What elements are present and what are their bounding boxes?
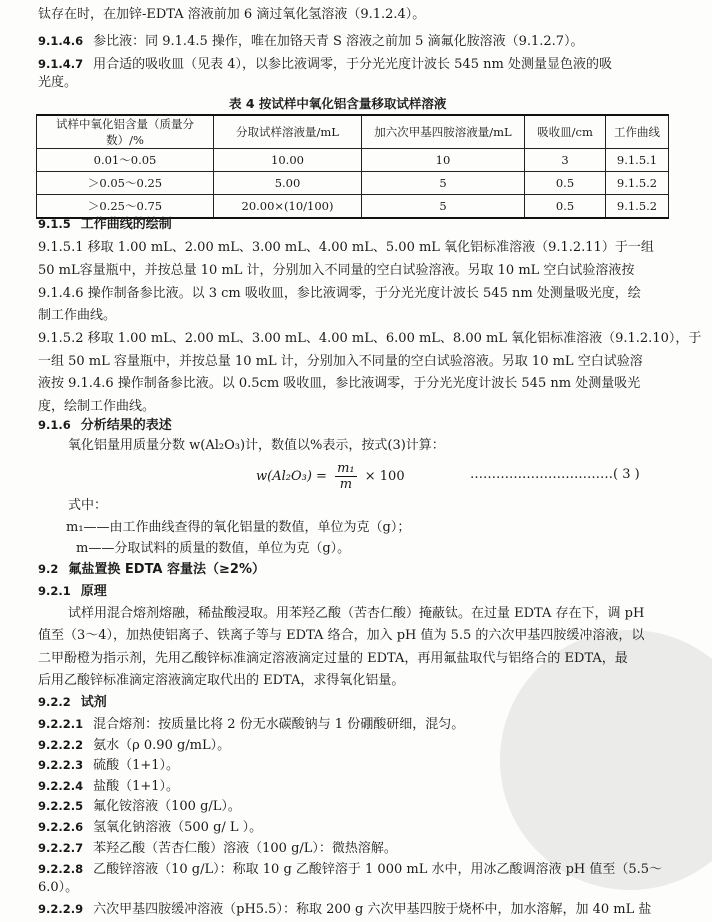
heading-number: 9.2.2 <box>38 695 71 709</box>
table-cell: 0.5 <box>525 195 606 219</box>
reagent-item <box>38 818 262 837</box>
table-cell: 20.00×(10/100) <box>214 195 362 219</box>
reagent-item <box>38 797 241 816</box>
library-watermark-stamp <box>500 630 712 890</box>
clause-number: 9.1.4.6 <box>38 34 84 48</box>
table-row <box>37 172 669 195</box>
heading-number: 9.1.5 <box>38 217 71 231</box>
reagent-text: 氟化铵溶液（100 g/L）。 <box>93 799 241 814</box>
heading-title: 分析结果的表述 <box>80 418 172 433</box>
paragraph-line: 后用乙酸锌标准滴定溶液滴定取代出的 EDTA，求得氧化铝量。 <box>38 673 405 688</box>
reagent-number: 9.2.2.9 <box>38 902 84 916</box>
table-cell: 10.00 <box>214 149 362 172</box>
table-header-row <box>37 115 669 149</box>
table-cell: 9.1.5.1 <box>606 149 669 172</box>
reagent-number: 9.2.2.7 <box>38 841 84 855</box>
heading-916 <box>38 416 172 435</box>
table-cell: 5.00 <box>214 172 362 195</box>
formula-lhs: w(Al₂O₃) = <box>256 469 327 484</box>
table-cell: 3 <box>525 149 606 172</box>
reagent-text: 氢氧化钠溶液（500 g/ L ）。 <box>93 820 263 835</box>
reagent-item <box>38 715 464 734</box>
heading-title: 原理 <box>80 584 107 599</box>
paragraph-line: 液按 9.1.4.6 操作制备参比液。以 0.5cm 吸收皿，参比液调零，于分光光度计波长 545 nm 处测量吸光 <box>38 376 641 391</box>
table-cell: 0.5 <box>525 172 606 195</box>
text-line: 6.0）。 <box>38 880 79 895</box>
table-cell: 5 <box>362 172 525 195</box>
table-cell: 9.1.5.2 <box>606 195 669 219</box>
formula-3 <box>256 461 405 492</box>
reagent-number: 9.2.2.4 <box>38 779 84 793</box>
heading-921 <box>38 582 107 601</box>
table-header-cell: 分取试样溶液量/mL <box>214 115 362 149</box>
reagent-text: 硫酸（1+1）。 <box>93 758 180 773</box>
table-header-cell: 吸收皿/cm <box>525 115 606 149</box>
reagent-number: 9.2.2.1 <box>38 717 84 731</box>
reagent-number: 9.2.2.8 <box>38 862 84 876</box>
table-header-cell: 工作曲线 <box>606 115 669 149</box>
reagent-item <box>38 736 230 755</box>
heading-title: 氟盐置换 EDTA 容量法（≥2%） <box>68 562 265 577</box>
paragraph-line: 度，绘制工作曲线。 <box>38 399 156 414</box>
definition-line: m——分取试料的质量的数值，单位为克（g）。 <box>76 541 351 556</box>
paragraph-line: 50 mL容量瓶中，并按总量 10 mL 计，分别加入不同量的空白试验溶液。另取 10 mL 空白试验溶液按 <box>38 263 635 278</box>
text-line: 钛存在时，在加锌-EDTA 溶液前加 6 滴过氧化氢溶液（9.1.2.4）。 <box>38 7 426 22</box>
reagent-number: 9.2.2.2 <box>38 738 84 752</box>
heading-title: 工作曲线的绘制 <box>80 217 172 232</box>
where-label: 式中： <box>68 498 108 513</box>
clause-text: 用合适的吸收皿（见表 4），以参比液调零，于分光光度计波长 545 nm 处测量显色液的吸 <box>93 57 612 72</box>
reagent-number: 9.2.2.6 <box>38 820 84 834</box>
reagent-text: 乙酸锌溶液（10 g/L）：称取 10 g 乙酸锌溶于 1 000 mL 水中，用冰乙酸调溶液 pH 值至（5.5～ <box>93 862 663 877</box>
reagent-text: 盐酸（1+1）。 <box>93 779 180 794</box>
table-4 <box>36 114 669 219</box>
paragraph-line: 试样用混合熔剂熔融，稀盐酸浸取。用苯羟乙酸（苦杏仁酸）掩蔽钛。在过量 EDTA 存在下，调 pH <box>68 606 645 621</box>
reagent-text: 混合熔剂：按质量比将 2 份无水碳酸钠与 1 份硼酸研细，混匀。 <box>93 717 465 732</box>
paragraph-line: 制工作曲线。 <box>38 308 117 323</box>
table-header-cell: 加六次甲基四胺溶液量/mL <box>362 115 525 149</box>
reagent-number: 9.2.2.5 <box>38 799 84 813</box>
heading-number: 9.2.1 <box>38 584 71 598</box>
heading-title: 试剂 <box>80 695 107 710</box>
heading-92 <box>38 560 265 579</box>
paragraph-line: 9.1.5.1 移取 1.00 mL、2.00 mL、3.00 mL、4.00 mL、5.00 mL 氧化铝标准溶液（9.1.2.11）于一组 <box>38 240 654 255</box>
table-cell: 0.01～0.05 <box>37 149 214 172</box>
paragraph-line: 值至（3～4），加热使铝离子、铁离子等与 EDTA 络合，加入 pH 值为 5.5 的六次甲基四胺缓冲溶液，以 <box>38 628 645 643</box>
formula-leader <box>470 466 640 484</box>
table-cell: 5 <box>362 195 525 219</box>
heading-number: 9.2 <box>38 562 59 576</box>
reagent-item <box>38 777 179 796</box>
clause-9146 <box>38 32 584 51</box>
table-row <box>37 149 669 172</box>
text-line: 光度。 <box>38 75 78 90</box>
reagent-item <box>38 860 662 879</box>
paragraph-line: 一组 50 mL 容量瓶中，并按总量 10 mL 计，分别加入不同量的空白试验溶液。另取 10 mL 空白试验溶 <box>38 354 643 369</box>
paragraph-line: 9.1.5.2 移取 1.00 mL、2.00 mL、3.00 mL、4.00 mL、6.00 mL、8.00 mL 氧化铝标准溶液（9.1.2.10），于 <box>38 331 702 346</box>
paragraph-line: 二甲酚橙为指示剂，先用乙酸锌标准滴定溶液滴定过量的 EDTA，再用氟盐取代与铝络合的 EDTA，最 <box>38 651 628 666</box>
table-header-cell: 试样中氧化铝含量（质量分数）/% <box>37 115 214 149</box>
heading-922 <box>38 693 107 712</box>
heading-915 <box>38 215 172 234</box>
clause-9147 <box>38 55 612 74</box>
definition-line: m₁——由工作曲线查得的氧化铝量的数值，单位为克（g）； <box>66 520 411 535</box>
table-cell: ＞0.25～0.75 <box>37 195 214 219</box>
formula-numerator: m₁ <box>337 461 355 476</box>
formula-denominator: m <box>339 477 353 492</box>
reagent-text: 氨水（ρ 0.90 g/mL）。 <box>93 738 231 753</box>
reagent-text: 苯羟乙酸（苦杏仁酸）溶液（100 g/L）：微热溶解。 <box>93 841 397 856</box>
heading-number: 9.1.6 <box>38 418 71 432</box>
reagent-text: 六次甲基四胺缓冲溶液（pH5.5）：称取 200 g 六次甲基四胺于烧杯中，加水溶解，加 40 mL 盐 <box>93 902 652 917</box>
reagent-item <box>38 756 179 775</box>
formula-dots: …………………………… <box>470 467 613 482</box>
table-caption: 表 4 按试样中氧化铝含量移取试样溶液 <box>229 96 447 111</box>
reagent-number: 9.2.2.3 <box>38 758 84 772</box>
clause-text: 参比液：同 9.1.4.5 操作，唯在加铬天青 S 溶液之前加 5 滴氟化胺溶液（9.1.2.7）。 <box>93 34 584 49</box>
paragraph-line: 氧化铝量用质量分数 w(Al₂O₃)计，数值以%表示，按式(3)计算： <box>68 438 445 453</box>
table-cell: 9.1.5.2 <box>606 172 669 195</box>
clause-number: 9.1.4.7 <box>38 57 84 71</box>
formula-number: ( 3 ) <box>613 467 640 482</box>
table-cell: ＞0.05～0.25 <box>37 172 214 195</box>
paragraph-line: 9.1.4.6 操作制备参比液。以 3 cm 吸收皿，参比液调零，于分光光度计波长 545 nm 处测量吸光度，绘 <box>38 286 641 301</box>
table-cell: 10 <box>362 149 525 172</box>
reagent-item <box>38 839 397 858</box>
formula-fraction <box>335 461 357 492</box>
reagent-item <box>38 900 651 919</box>
formula-rhs: × 100 <box>364 469 405 484</box>
